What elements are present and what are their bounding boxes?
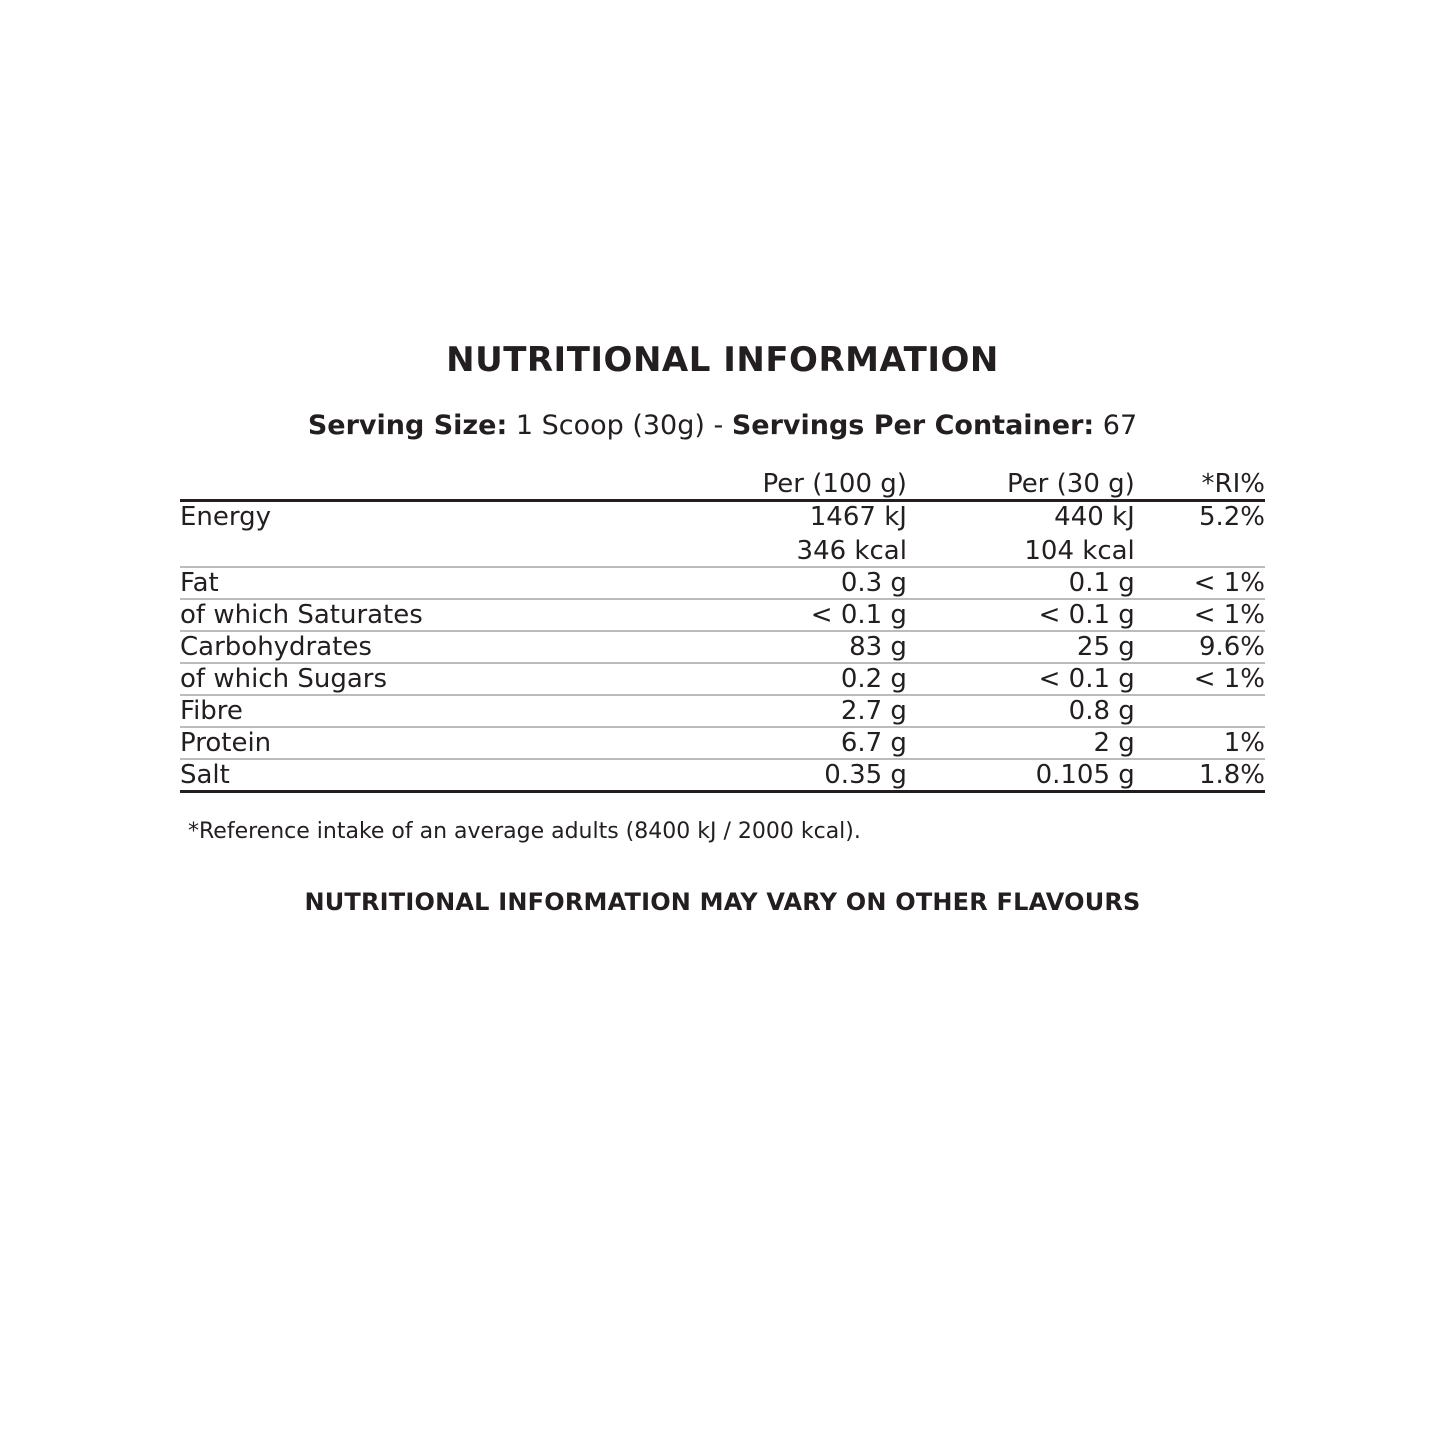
table-row (180, 631, 1265, 663)
cell-nutrient: Salt (180, 759, 657, 792)
servings-per-container-value: 67 (1094, 410, 1138, 441)
table-row (180, 567, 1265, 599)
cell-per-100g: 6.7 g (657, 727, 907, 759)
flavour-variation-note: NUTRITIONAL INFORMATION MAY VARY ON OTHER FLAVOURS (304, 888, 1141, 916)
cell-ri (1135, 695, 1265, 727)
cell-ri: 5.2% (1198, 502, 1265, 532)
cell-per-100g: 83 g (657, 631, 907, 663)
page-title: NUTRITIONAL INFORMATION (446, 340, 999, 380)
table-header (180, 469, 1265, 501)
table-row (180, 599, 1265, 631)
cell-ri: < 1% (1135, 663, 1265, 695)
cell-nutrient (180, 534, 657, 567)
cell-ri: < 1% (1135, 599, 1265, 631)
table-row (180, 759, 1265, 792)
cell-per-100g: 0.35 g (657, 759, 907, 792)
cell-nutrient: of which Saturates (180, 599, 657, 631)
cell-per-100g: 1467 kJ (809, 502, 907, 532)
nutrition-panel (180, 340, 1265, 916)
column-header-per-100g: Per (100 g) (657, 469, 907, 501)
table-header-row (180, 469, 1265, 501)
cell-per-30g: 2 g (907, 727, 1135, 759)
cell-nutrient: Fat (180, 567, 657, 599)
cell-per-100g: 2.7 g (657, 695, 907, 727)
cell-per-30g: 25 g (907, 631, 1135, 663)
cell-per-100g: 0.3 g (657, 567, 907, 599)
table-body (180, 501, 1265, 792)
cell-nutrient: Protein (180, 727, 657, 759)
table-row (180, 663, 1265, 695)
nutrition-table (180, 469, 1265, 793)
cell-per-30g: < 0.1 g (907, 663, 1135, 695)
cell-per-30g: 0.1 g (907, 567, 1135, 599)
serving-info (180, 410, 1265, 441)
cell-per-30g: 440 kJ (1054, 502, 1135, 532)
column-header-nutrient (180, 469, 657, 501)
cell-nutrient: Fibre (180, 695, 657, 727)
cell-nutrient: Energy (180, 502, 272, 532)
cell-ri: < 1% (1135, 567, 1265, 599)
cell-per-30g: 104 kcal (907, 534, 1135, 567)
cell-ri: 9.6% (1135, 631, 1265, 663)
cell-per-30g: < 0.1 g (907, 599, 1135, 631)
cell-per-30g: 0.8 g (907, 695, 1135, 727)
cell-ri: 1% (1135, 727, 1265, 759)
table-row (180, 534, 1265, 567)
cell-per-100g: < 0.1 g (657, 599, 907, 631)
column-header-ri: *RI% (1135, 469, 1265, 501)
table-row (180, 695, 1265, 727)
servings-per-container-label: Servings Per Container: (731, 410, 1095, 441)
cell-nutrient: of which Sugars (180, 663, 657, 695)
cell-nutrient: Carbohydrates (180, 631, 657, 663)
reference-intake-footnote: *Reference intake of an average adults (8400 kJ / 2000 kcal). (188, 819, 861, 844)
cell-ri: 1.8% (1135, 759, 1265, 792)
column-header-per-30g: Per (30 g) (907, 469, 1135, 501)
cell-per-30g: 0.105 g (907, 759, 1135, 792)
cell-per-100g: 346 kcal (657, 534, 907, 567)
table-row (180, 727, 1265, 759)
table-row (180, 501, 1265, 535)
cell-ri (1135, 534, 1265, 567)
serving-size-label: Serving Size: (307, 410, 508, 441)
serving-size-value: 1 Scoop (30g) - (507, 410, 732, 441)
cell-per-100g: 0.2 g (657, 663, 907, 695)
